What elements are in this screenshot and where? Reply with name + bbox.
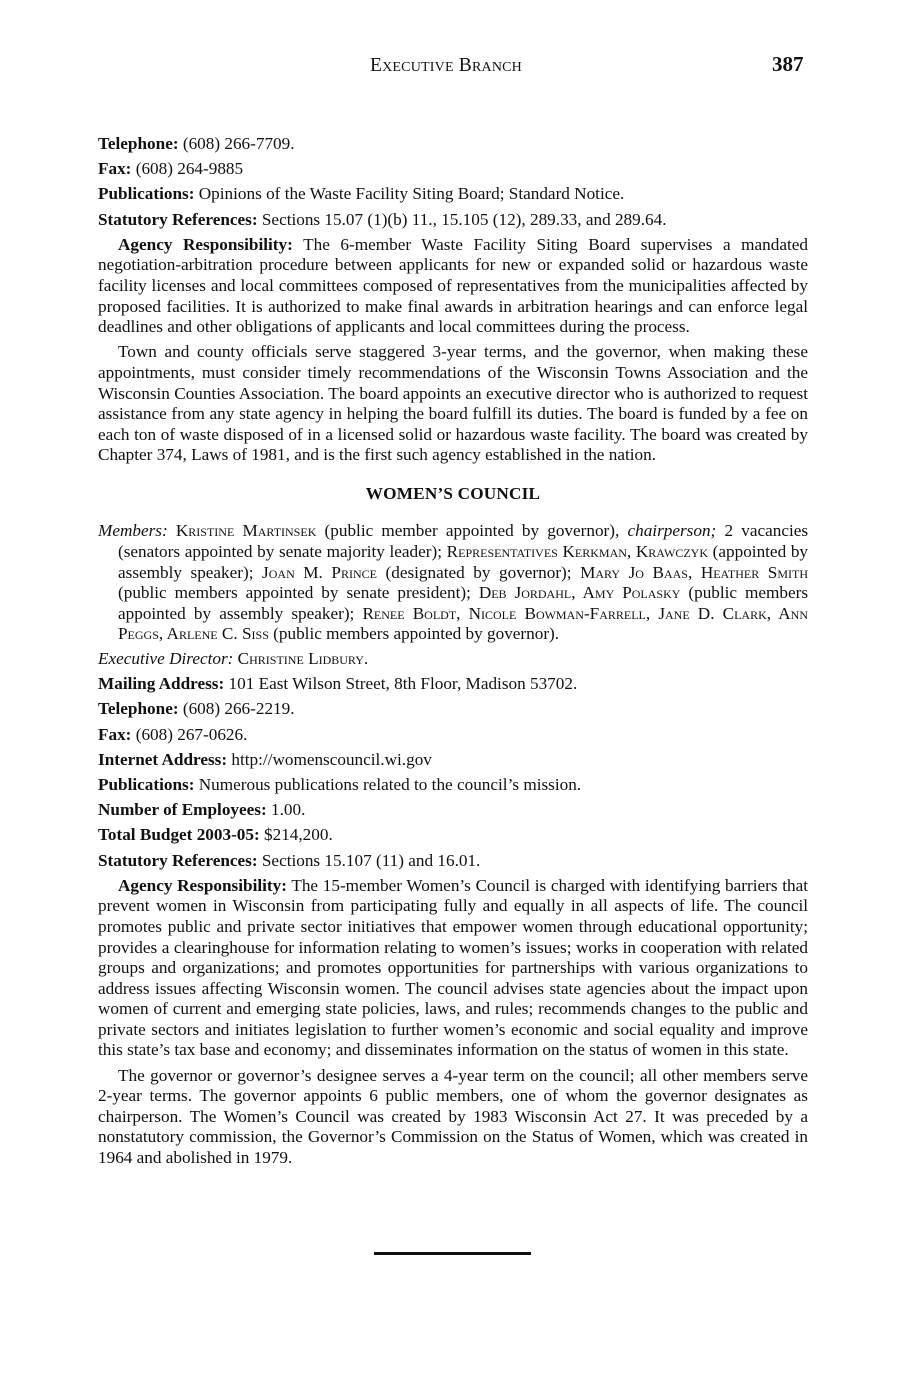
member-name: Representatives Kerkman, Krawczyk <box>446 542 708 562</box>
statutory-value: Sections 15.07 (1)(b) 11., 15.105 (12), 289.33, and 289.64. <box>261 209 667 229</box>
member-name: Kristine Martinsek <box>175 521 317 541</box>
responsibility-text: The 6-member Waste Facility Siting Board supervises a mandated negotiation-arbitration procedure between applicants for new or expanded solid or hazardous waste facility licenses and local committees composed of representatives from the municipalities affected by proposed facilities. It is authorized to make final awards in arbitration hearings and can enforce legal deadlines and other obligations of applicants and local committees during the process. <box>98 234 808 337</box>
total-budget <box>98 825 808 846</box>
statutory-label: Statutory References: <box>98 209 258 229</box>
director-name: Christine Lidbury. <box>237 649 369 669</box>
council-fax <box>98 725 808 746</box>
member-desc: (public members appointed by assembly speaker); <box>118 583 809 623</box>
council-paragraph: The governor or governor’s designee serves a 4-year term on the council; all other members serve 2-year terms. The governor appoints 6 public members, one of whom the governor designates as chairperson. The Women’s Council was created by 1983 Wisconsin Act 27. It was preceded by a nonstatutory commission, the Governor’s Commission on the Status of Women, which was created in 1964 and abolished in 1979. <box>98 1065 808 1168</box>
member-name: Renee Boldt, Nicole Bowman-Farrell, Jane D. Clark, Ann Peggs, Arlene C. Siss <box>118 603 808 644</box>
page-header <box>0 52 907 82</box>
number-of-employees <box>98 800 808 821</box>
statutory-value: Sections 15.107 (11) and 16.01. <box>261 850 481 870</box>
publications-value: Opinions of the Waste Facility Siting Board; Standard Notice. <box>198 184 625 204</box>
director-label: Executive Director: <box>98 649 234 669</box>
members-list <box>98 521 808 645</box>
council-statutory <box>98 851 808 872</box>
mailing-address <box>98 674 808 695</box>
telephone-label: Telephone: <box>98 134 179 153</box>
employees-label: Number of Employees: <box>98 800 267 820</box>
publications-value: Numerous publications related to the council’s mission. <box>198 774 582 794</box>
member-desc: 2 vacancies (senators appointed by senate majority leader); <box>118 521 809 562</box>
member-role: chairperson; <box>627 521 717 541</box>
internet-address <box>98 750 808 771</box>
fax-label: Fax: <box>98 724 132 744</box>
member-desc: (public members appointed by senate president); <box>118 583 471 603</box>
fax-value: (608) 267-0626. <box>135 724 248 744</box>
section-title: WOMEN’S COUNCIL <box>365 483 541 503</box>
responsibility-label: Agency Responsibility: <box>118 875 287 895</box>
internet-value: http://womenscouncil.wi.gov <box>231 749 432 769</box>
statutory-label: Statutory References: <box>98 850 258 870</box>
telephone-value: (608) 266-7709. <box>182 134 295 153</box>
page-number: 387 <box>772 52 804 76</box>
publications-label: Publications: <box>98 774 195 794</box>
budget-label: Total Budget 2003-05: <box>98 825 260 845</box>
telephone-label: Telephone: <box>98 699 179 719</box>
telephone-value: (608) 266-2219. <box>182 699 295 719</box>
members-label: Members: <box>98 521 168 541</box>
member-desc: (public members appointed by governor). <box>273 624 560 644</box>
council-publications <box>98 775 808 796</box>
waste-statutory <box>98 210 808 231</box>
council-telephone <box>98 699 808 720</box>
internet-label: Internet Address: <box>98 749 228 769</box>
waste-publications <box>98 184 808 205</box>
waste-telephone <box>98 134 808 155</box>
waste-responsibility <box>98 235 808 338</box>
closing-rule <box>374 1252 531 1255</box>
member-name: Mary Jo Baas, Heather Smith <box>580 562 808 582</box>
fax-label: Fax: <box>98 159 132 179</box>
member-desc: (appointed by assembly speaker); <box>118 542 809 582</box>
responsibility-label: Agency Responsibility: <box>118 234 293 254</box>
running-head: Executive Branch <box>370 55 522 76</box>
employees-value: 1.00. <box>270 800 306 820</box>
member-name: Deb Jordahl, Amy Polasky <box>478 583 681 603</box>
page-content <box>98 134 808 1173</box>
publications-label: Publications: <box>98 184 195 204</box>
mailing-label: Mailing Address: <box>98 674 225 694</box>
budget-value: $214,200. <box>264 825 333 845</box>
waste-fax <box>98 159 808 180</box>
responsibility-text: The 15-member Women’s Council is charged with identifying barriers that prevent women in Wisconsin from participating fully and equally in all aspects of life. The council promotes public and private sector initiatives that empower women through educational opportunity; provides a clearinghouse for information relating to women’s issues; works in cooperation with related groups and organizations; and promotes opportunities for partnerships with various organizations to address issues affecting Wisconsin women. The council advises state agencies about the impact upon women of current and emerging state policies, laws, and rules; recommends changes to the public and private sectors and initiates legislation to further women’s economic and social equality and improve this state’s tax base and economy; and disseminates information on the status of women in this state. <box>98 875 808 1060</box>
council-responsibility <box>98 876 808 1061</box>
waste-paragraph: Town and county officials serve staggered 3-year terms, and the governor, when making these appointments, must consider timely recommendations of the Wisconsin Towns Association and the Wisconsin Counties Association. The board appoints an executive director who is authorized to request assistance from any state agency in helping the board fulfill its duties. The board is funded by a fee on each ton of waste disposed of in a licensed solid or hazardous waste facility. The board was created by Chapter 374, Laws of 1981, and is the first such agency established in the nation. <box>98 342 808 465</box>
member-desc: (designated by governor); <box>385 562 572 582</box>
fax-value: (608) 264-9885 <box>135 159 244 179</box>
member-desc: (public member appointed by governor), <box>324 521 620 541</box>
mailing-value: 101 East Wilson Street, 8th Floor, Madison 53702. <box>228 674 578 694</box>
member-name: Joan M. Prince <box>262 562 377 582</box>
executive-director <box>98 649 808 670</box>
